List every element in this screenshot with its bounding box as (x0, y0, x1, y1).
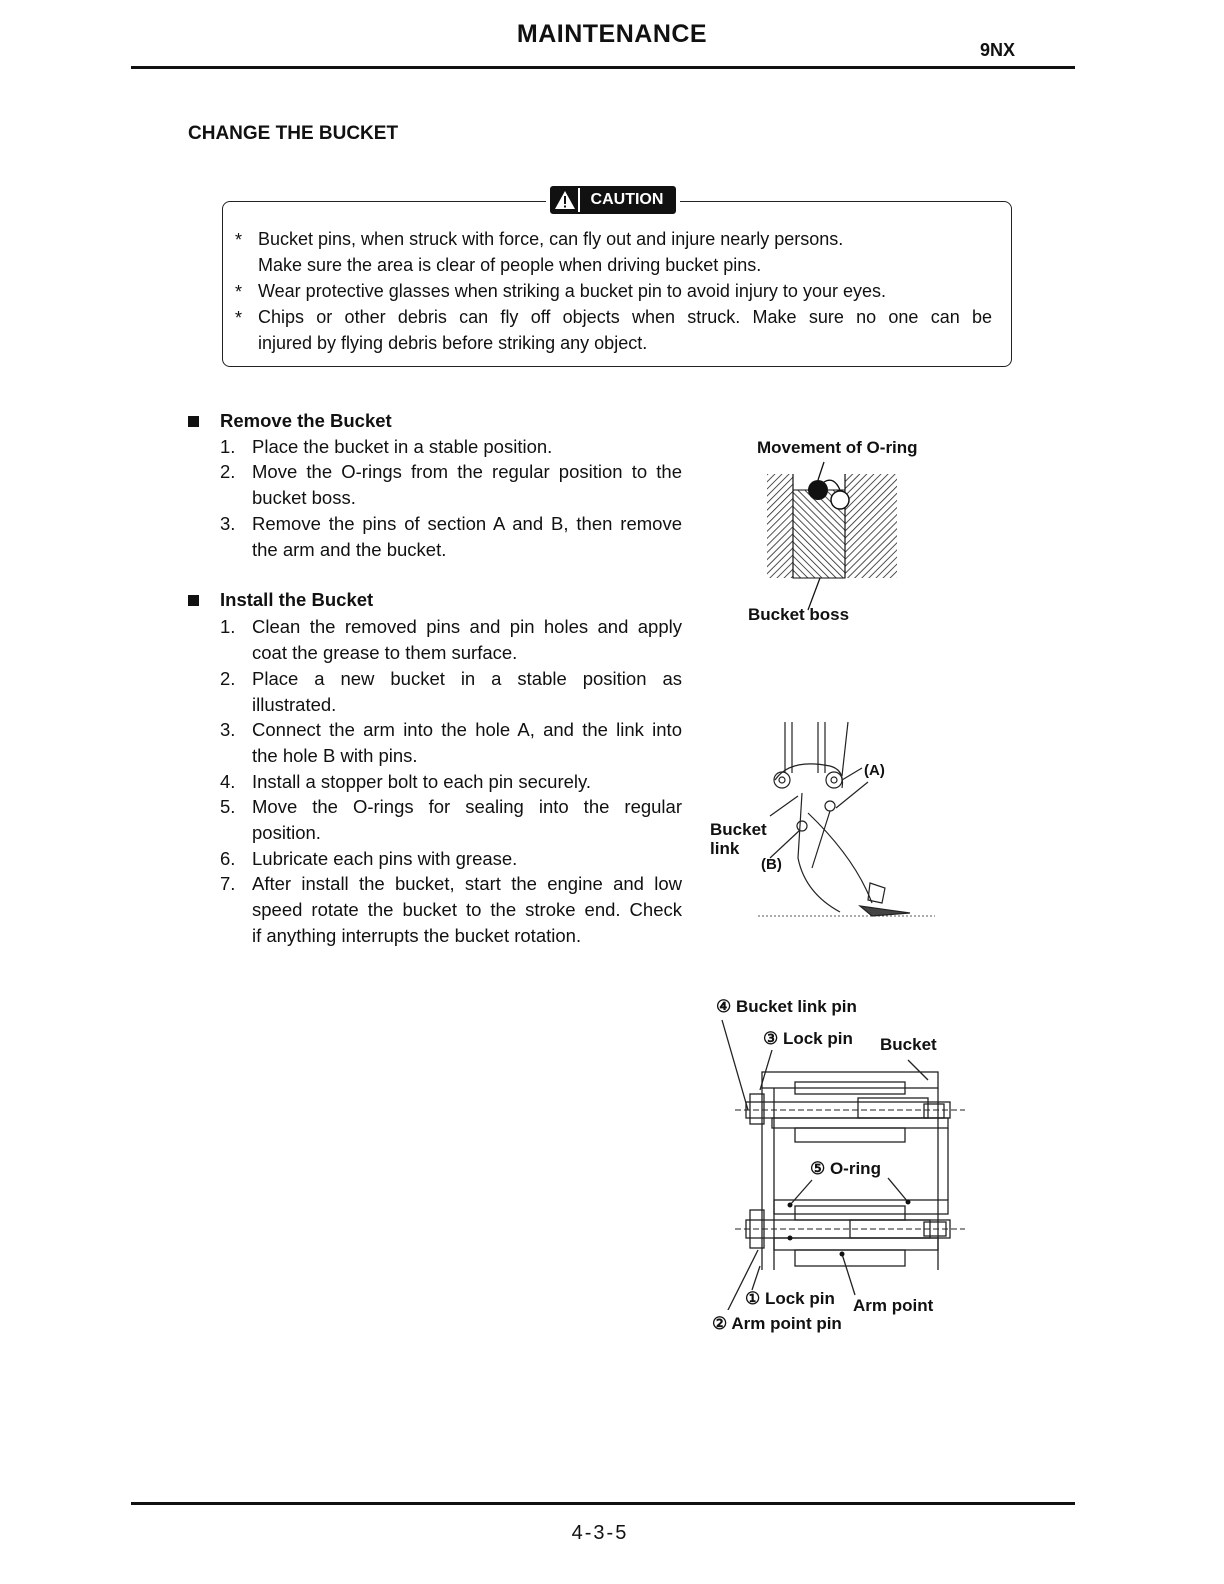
oring-figure-title: Movement of O-ring (757, 438, 918, 457)
arm-point-pin-label: ② Arm point pin (712, 1314, 842, 1333)
step-text: Install a stopper bolt to each pin securely. (252, 771, 592, 792)
step-text: Clean the removed pins and pin holes and apply (252, 616, 682, 637)
step-text: Remove the pins of section A and B, then remove (252, 513, 682, 534)
step-number: 6. (220, 848, 236, 869)
section-title: CHANGE THE BUCKET (188, 123, 399, 144)
step-text: Move the O-rings from the regular position to the (252, 461, 682, 482)
caution-line: Make sure the area is clear of people when driving bucket pins. (258, 255, 762, 275)
lock-pin-label: ① Lock pin (745, 1289, 835, 1308)
square-bullet-icon (188, 595, 199, 606)
step-text: coat the grease to them surface. (252, 642, 518, 663)
step-text: illustrated. (252, 694, 337, 715)
step-text: Connect the arm into the hole A, and the link into (252, 719, 682, 740)
step-number: 2. (220, 461, 236, 482)
step-text: speed rotate the bucket to the stroke end. Check (252, 899, 682, 920)
bucket-link-label: Bucket (710, 820, 767, 839)
step-text: Place a new bucket in a stable position as (252, 668, 682, 689)
caution-bullet: * (235, 230, 243, 250)
model-code: 9NX (980, 40, 1016, 60)
bucket-link-diagram (750, 718, 940, 923)
step-text: the hole B with pins. (252, 745, 418, 766)
page-number: 4-3-5 (571, 1522, 629, 1544)
caution-bullet: * (235, 282, 243, 302)
step-text: bucket boss. (252, 487, 356, 508)
lock-pin-label: ③ Lock pin (763, 1029, 853, 1048)
header-rule (131, 66, 1075, 69)
step-number: 1. (220, 436, 236, 457)
step-text: the arm and the bucket. (252, 539, 447, 560)
oring-label: ⑤ O-ring (810, 1159, 881, 1178)
label-hole-b: (B) (761, 856, 782, 873)
caution-line: Bucket pins, when struck with force, can fly out and injure nearly persons. (258, 229, 844, 249)
bucket-link-pin-label: ④ Bucket link pin (716, 997, 857, 1016)
bucket-boss-label: Bucket boss (748, 605, 850, 624)
caution-line: Wear protective glasses when striking a bucket pin to avoid injury to your eyes. (258, 281, 886, 301)
warning-triangle-icon (552, 188, 578, 212)
step-text: After install the bucket, start the engine and low (252, 873, 682, 894)
step-number: 2. (220, 668, 236, 689)
label-hole-a: (A) (864, 762, 885, 779)
footer-rule (131, 1502, 1075, 1505)
step-text: Move the O-rings for sealing into the regular (252, 796, 682, 817)
step-number: 7. (220, 873, 236, 894)
pin-assembly-diagram (710, 1010, 970, 1310)
bucket-link-label: link (710, 839, 740, 858)
step-text: position. (252, 822, 321, 843)
caution-badge (546, 186, 680, 216)
caution-label: CAUTION (578, 188, 674, 212)
page-header-title: MAINTENANCE (516, 20, 708, 48)
caution-bullet: * (235, 308, 243, 328)
remove-title: Remove the Bucket (220, 410, 392, 431)
step-number: 5. (220, 796, 236, 817)
step-text: if anything interrupts the bucket rotation. (252, 925, 582, 946)
step-text: Place the bucket in a stable position. (252, 436, 553, 457)
caution-line: Chips or other debris can fly off objects when struck. Make sure no one can be (258, 307, 992, 327)
step-text: Lubricate each pins with grease. (252, 848, 518, 869)
step-number: 3. (220, 719, 236, 740)
step-number: 3. (220, 513, 236, 534)
step-number: 1. (220, 616, 236, 637)
install-title: Install the Bucket (220, 589, 374, 610)
step-number: 4. (220, 771, 236, 792)
arm-point-label: Arm point (853, 1296, 934, 1315)
bucket-label: Bucket (880, 1035, 937, 1054)
caution-line: injured by flying debris before striking any object. (258, 333, 648, 353)
square-bullet-icon (188, 416, 199, 427)
